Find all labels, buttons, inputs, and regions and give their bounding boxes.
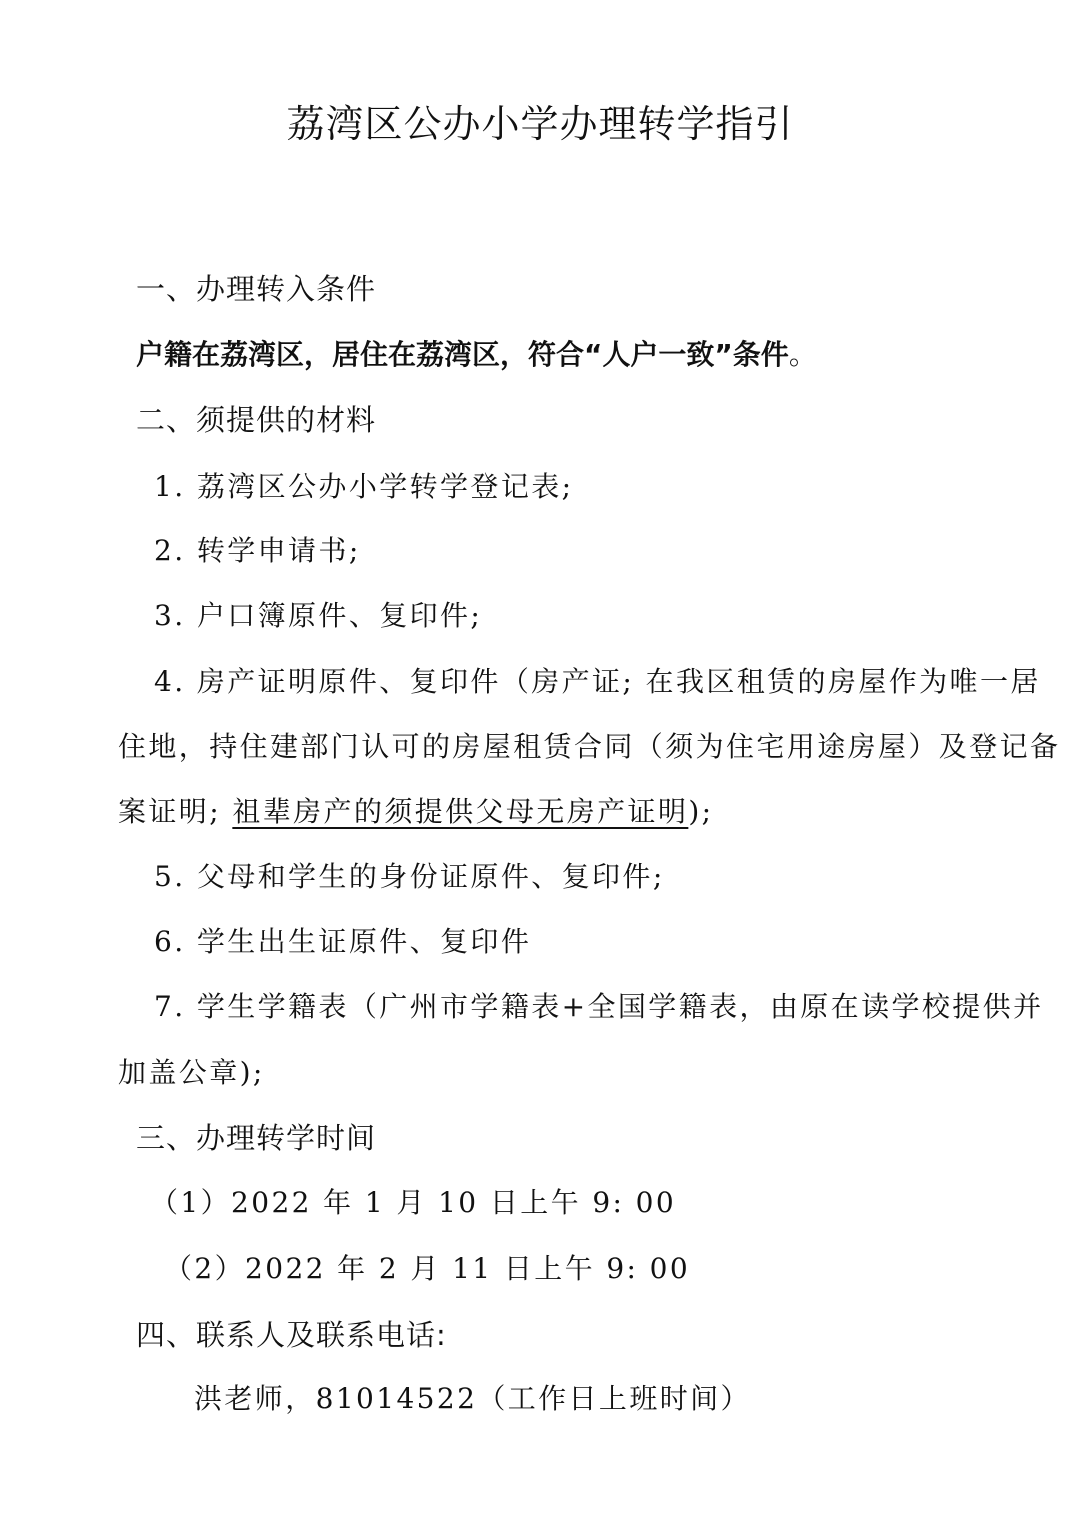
material-item-6: 6. 学生出生证原件、复印件: [154, 925, 532, 958]
material-item-7-line-1: 7. 学生学籍表（广州市学籍表+全国学籍表，由原在读学校提供并: [154, 990, 1044, 1023]
material-item-4-line-1: 4. 房产证明原件、复印件（房产证; 在我区租赁的房屋作为唯一居: [154, 665, 1041, 698]
transfer-condition-period: 。: [788, 338, 817, 371]
section-heading-contact: 四、联系人及联系电话:: [136, 1318, 447, 1352]
section-heading-transfer-conditions: 一、办理转入条件: [136, 272, 377, 306]
page-title: 荔湾区公办小学办理转学指引: [286, 102, 794, 146]
material-item-2: 2. 转学申请书;: [154, 534, 361, 567]
contact-info: 洪老师，81014522（工作日上班时间）: [194, 1382, 751, 1415]
material-item-1: 1. 荔湾区公办小学转学登记表;: [154, 470, 574, 503]
material-item-4-line-3: [118, 790, 714, 834]
transfer-condition-bold: 户籍在荔湾区，居住在荔湾区，符合“人户一致”条件: [136, 338, 789, 371]
material-item-4-line-2: 住地，持住建部门认可的房屋租赁合同（须为住宅用途房屋）及登记备: [118, 730, 1061, 763]
transfer-time-1: （1）2022 年 1 月 10 日上午 9: 00: [150, 1186, 677, 1219]
material-item-4-line-3-prefix: 案证明;: [118, 795, 233, 828]
material-item-4-line-3-suffix: );: [688, 795, 714, 828]
material-item-3: 3. 户口簿原件、复印件;: [154, 599, 483, 632]
material-item-5: 5. 父母和学生的身份证原件、复印件;: [154, 860, 665, 893]
transfer-condition-text: [136, 333, 817, 377]
section-heading-materials: 二、须提供的材料: [136, 403, 377, 437]
section-heading-transfer-time: 三、办理转学时间: [136, 1121, 377, 1155]
transfer-time-2: （2）2022 年 2 月 11 日上午 9: 00: [164, 1252, 691, 1285]
material-item-7-line-2: 加盖公章);: [118, 1056, 265, 1089]
material-item-4-underlined-note: 祖辈房产的须提供父母无房产证明: [232, 795, 689, 828]
